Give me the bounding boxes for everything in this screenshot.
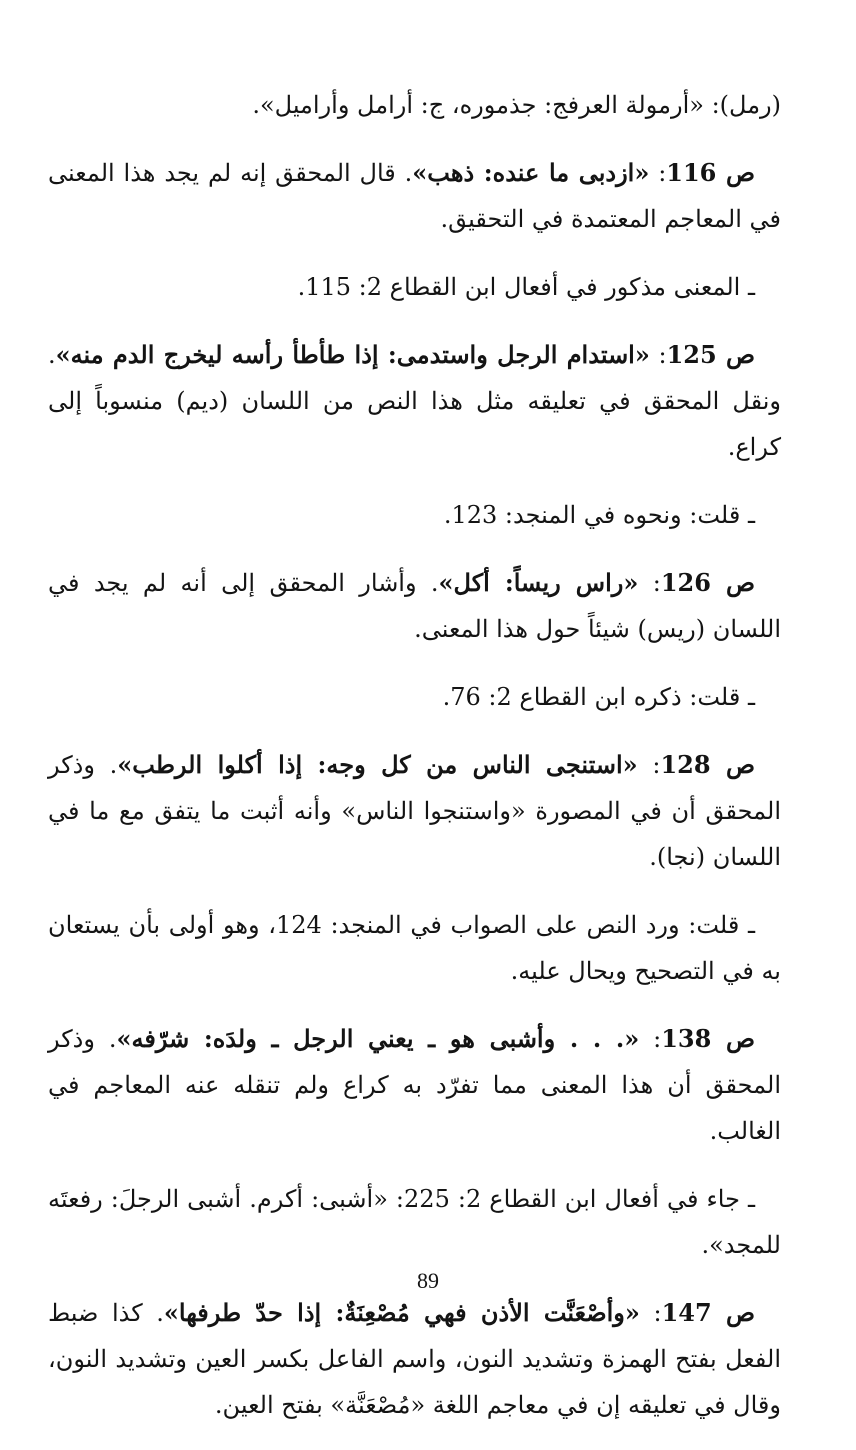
paragraph-text: . وذكر المحقق أن في المصورة «واستنجوا الناس» وأنه أثبت ما يتفق مع ما في اللسان (نجا). <box>48 751 781 871</box>
quoted-entry: «استدام الرجل واستدمى: إذا طأطأ رأسه ليخرج الدم منه» <box>55 340 650 369</box>
paragraph-text: ـ قلت: ورد النص على الصواب في المنجد: 124، وهو أولى بأن يستعان به في التصحيح ويحال عليه. <box>48 911 781 985</box>
page-reference: ص 116 <box>666 158 755 187</box>
page-number: 89 <box>417 1268 439 1293</box>
paragraph-text: . وأشار المحقق إلى أنه لم يجد في اللسان (ريس) شيئاً حول هذا المعنى. <box>48 569 781 643</box>
paragraph <box>48 674 781 720</box>
page-reference: ص 128 <box>660 750 755 779</box>
page-reference: ص 126 <box>660 568 756 597</box>
paragraph <box>48 1016 781 1154</box>
quoted-entry: «ازدبى ما عنده: ذهب» <box>412 158 650 187</box>
paragraph <box>48 332 781 470</box>
quoted-entry: «راس ريساً: أكل» <box>438 568 639 597</box>
paragraph <box>48 742 781 880</box>
quoted-entry: «وأصْعَنَّت الأذن فهي مُصْعِنَةٌ: إذا حدّ طرفها» <box>163 1298 640 1327</box>
body-text <box>48 82 781 1450</box>
paragraph-text: . كذا ضبط الفعل بفتح الهمزة وتشديد النون، واسم الفاعل بكسر العين وتشديد النون، وقال في تعليقه إن في معاجم اللغة «مُصْعَنَّة» بفتح العين. <box>48 1299 781 1419</box>
paragraph <box>48 902 781 994</box>
paragraph <box>48 150 781 242</box>
paragraph-text: : <box>638 569 661 597</box>
page-reference: ص 147 <box>661 1298 756 1327</box>
paragraph-text: ـ المعنى مذكور في أفعال ابن القطاع 2: 115. <box>297 273 755 301</box>
paragraph <box>48 82 781 128</box>
page-reference: ص 125 <box>666 340 756 369</box>
paragraph-text: : <box>637 751 661 779</box>
paragraph-text: : <box>639 1299 662 1327</box>
quoted-entry: «استنجى الناس من كل وجه: إذا أكلوا الرطب» <box>117 750 638 779</box>
paragraph-text: ـ قلت: ذكره ابن القطاع 2: 76. <box>442 683 755 711</box>
paragraph-text: . ونقل المحقق في تعليقه مثل هذا النص من اللسان (ديم) منسوباً إلى كراع. <box>48 341 781 461</box>
paragraph-text: . قال المحقق إنه لم يجد هذا المعنى في المعاجم المعتمدة في التحقيق. <box>48 159 781 233</box>
paragraph <box>48 1290 781 1428</box>
paragraph-text: ـ جاء في أفعال ابن القطاع 2: 225: «أشبى: أكرم. أشبى الرجلَ: رفعتَه للمجد». <box>48 1185 781 1259</box>
paragraph <box>48 264 781 310</box>
paragraph-text: : <box>649 341 667 369</box>
page-reference: ص 138 <box>661 1024 756 1053</box>
paragraph-text: : <box>649 159 667 187</box>
paragraph <box>48 1176 781 1268</box>
paragraph <box>48 492 781 538</box>
paragraph-text: (رمل): «أرمولة العرفج: جذموره، ج: أرامل وأراميل». <box>252 91 781 119</box>
paragraph-text: . وذكر المحقق أن هذا المعنى مما تفرّد به كراع ولم تنقله عنه المعاجم في الغالب. <box>48 1025 781 1145</box>
paragraph-text: ـ قلت: ونحوه في المنجد: 123. <box>443 501 755 529</box>
paragraph-text: : <box>639 1025 662 1053</box>
quoted-entry: «. . . وأشبى هو ـ يعني الرجل ـ ولدَه: شرّفه» <box>116 1024 640 1053</box>
paragraph <box>48 560 781 652</box>
